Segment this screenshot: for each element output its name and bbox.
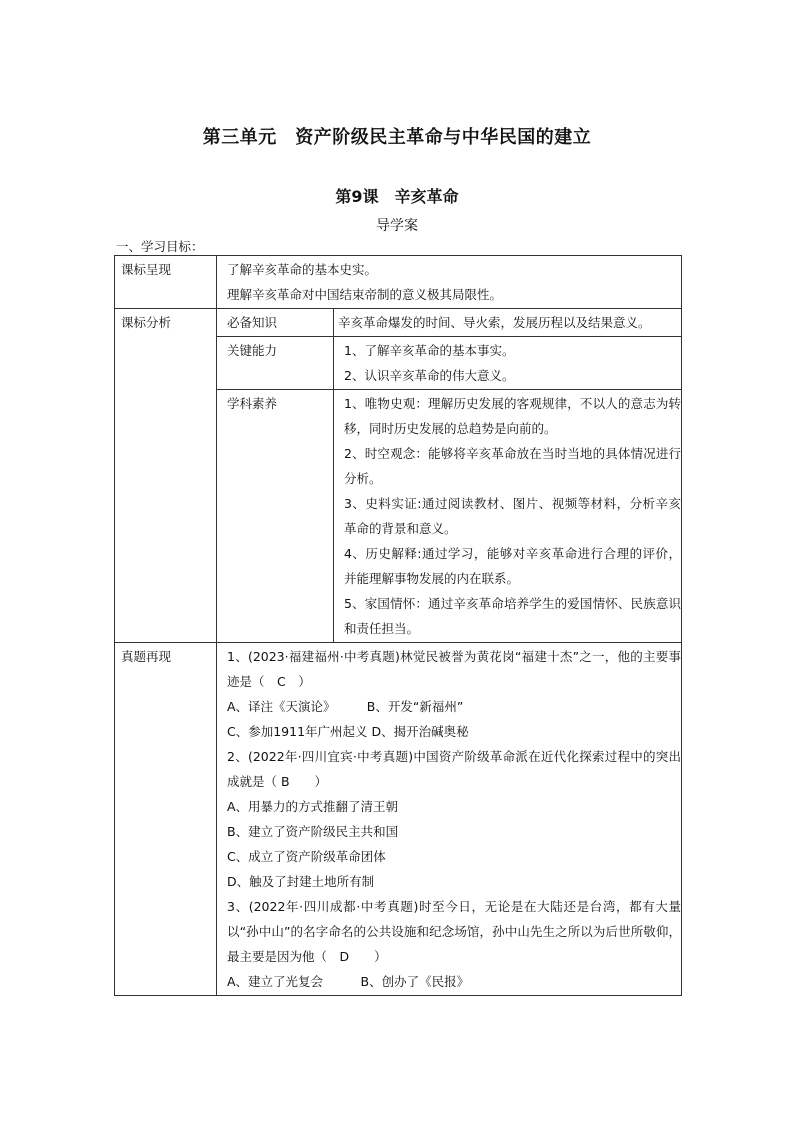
guide-title: 导学案 — [376, 218, 418, 234]
literacy-item: 1、唯物史观：理解历史发展的客观规律，不以人的意志为转移，同时历史发展的总趋势是向前的。 — [344, 396, 682, 436]
key-ability-item: 1、了解辛亥革命的基本事实。 — [344, 343, 515, 358]
literacy-item: 3、史料实证:通过阅读教材、图片、视频等材料，分析辛亥革命的背景和意义。 — [344, 496, 682, 536]
exam-option: C、成立了资产阶级革命团体 — [227, 849, 386, 864]
exam-option: A、译注《天演论》 B、开发“新福州” — [227, 699, 464, 714]
literacy-item: 2、时空观念：能够将辛亥革命放在当时当地的具体情况进行分析。 — [344, 446, 682, 486]
exam-option: A、建立了光复会 B、创办了《民报》 — [227, 974, 470, 989]
table-row-exam-questions — [115, 643, 682, 996]
literacy-item: 5、家国情怀：通过辛亥革命培养学生的爱国情怀、民族意识和责任担当。 — [344, 596, 682, 636]
exam-question: 3、(2022年·四川成都·中考真题)时至今日，无论是在大陆还是台湾，都有大量以“孙中山”的名字命名的公共设施和纪念场馆，孙中山先生之所以为后世所敬仰，最主要是因为他（ D ） — [227, 899, 682, 964]
unit-title: 第三单元 资产阶级民主革命与中华民国的建立 — [202, 127, 592, 148]
required-knowledge-label: 必备知识 — [217, 309, 334, 337]
literacy-item: 4、历史解释:通过学习，能够对辛亥革命进行合理的评价，并能理解事物发展的内在联系。 — [344, 546, 682, 586]
table-row-curriculum — [115, 256, 682, 309]
key-ability-label: 关键能力 — [217, 337, 334, 390]
lesson-title: 第9课 辛亥革命 — [335, 187, 459, 206]
literacy-content — [334, 390, 682, 643]
exam-content — [217, 643, 682, 996]
learning-goals-table — [114, 255, 682, 996]
key-ability-content — [334, 337, 682, 390]
table-row-required-knowledge — [115, 309, 682, 337]
curriculum-content — [217, 256, 682, 309]
exam-label: 真题再现 — [115, 643, 217, 996]
exam-question: 1、(2023·福建福州·中考真题)林觉民被誉为黄花岗“福建十杰”之一，他的主要事迹是（ C ） — [227, 649, 682, 689]
literacy-label: 学科素养 — [217, 390, 334, 643]
curriculum-label: 课标呈现 — [115, 256, 217, 309]
exam-option: C、参加1911年广州起义 D、揭开治碱奥秘 — [227, 724, 469, 739]
exam-option: A、用暴力的方式推翻了清王朝 — [227, 799, 399, 814]
curriculum-line: 了解辛亥革命的基本史实。 — [227, 262, 378, 277]
exam-option: D、触及了封建土地所有制 — [227, 874, 375, 889]
exam-question: 2、(2022年·四川宜宾·中考真题)中国资产阶级革命派在近代化探索过程中的突出成就是（ B ） — [227, 749, 682, 789]
analysis-label: 课标分析 — [115, 309, 217, 643]
exam-option: B、建立了资产阶级民主共和国 — [227, 824, 399, 839]
required-knowledge-text: 辛亥革命爆发的时间、导火索，发展历程以及结果意义。 — [334, 309, 682, 337]
curriculum-line: 理解辛亥革命对中国结束帝制的意义极其局限性。 — [227, 287, 503, 302]
key-ability-item: 2、认识辛亥革命的伟大意义。 — [344, 368, 515, 383]
section-heading-learning-goals: 一、学习目标： — [116, 239, 204, 254]
